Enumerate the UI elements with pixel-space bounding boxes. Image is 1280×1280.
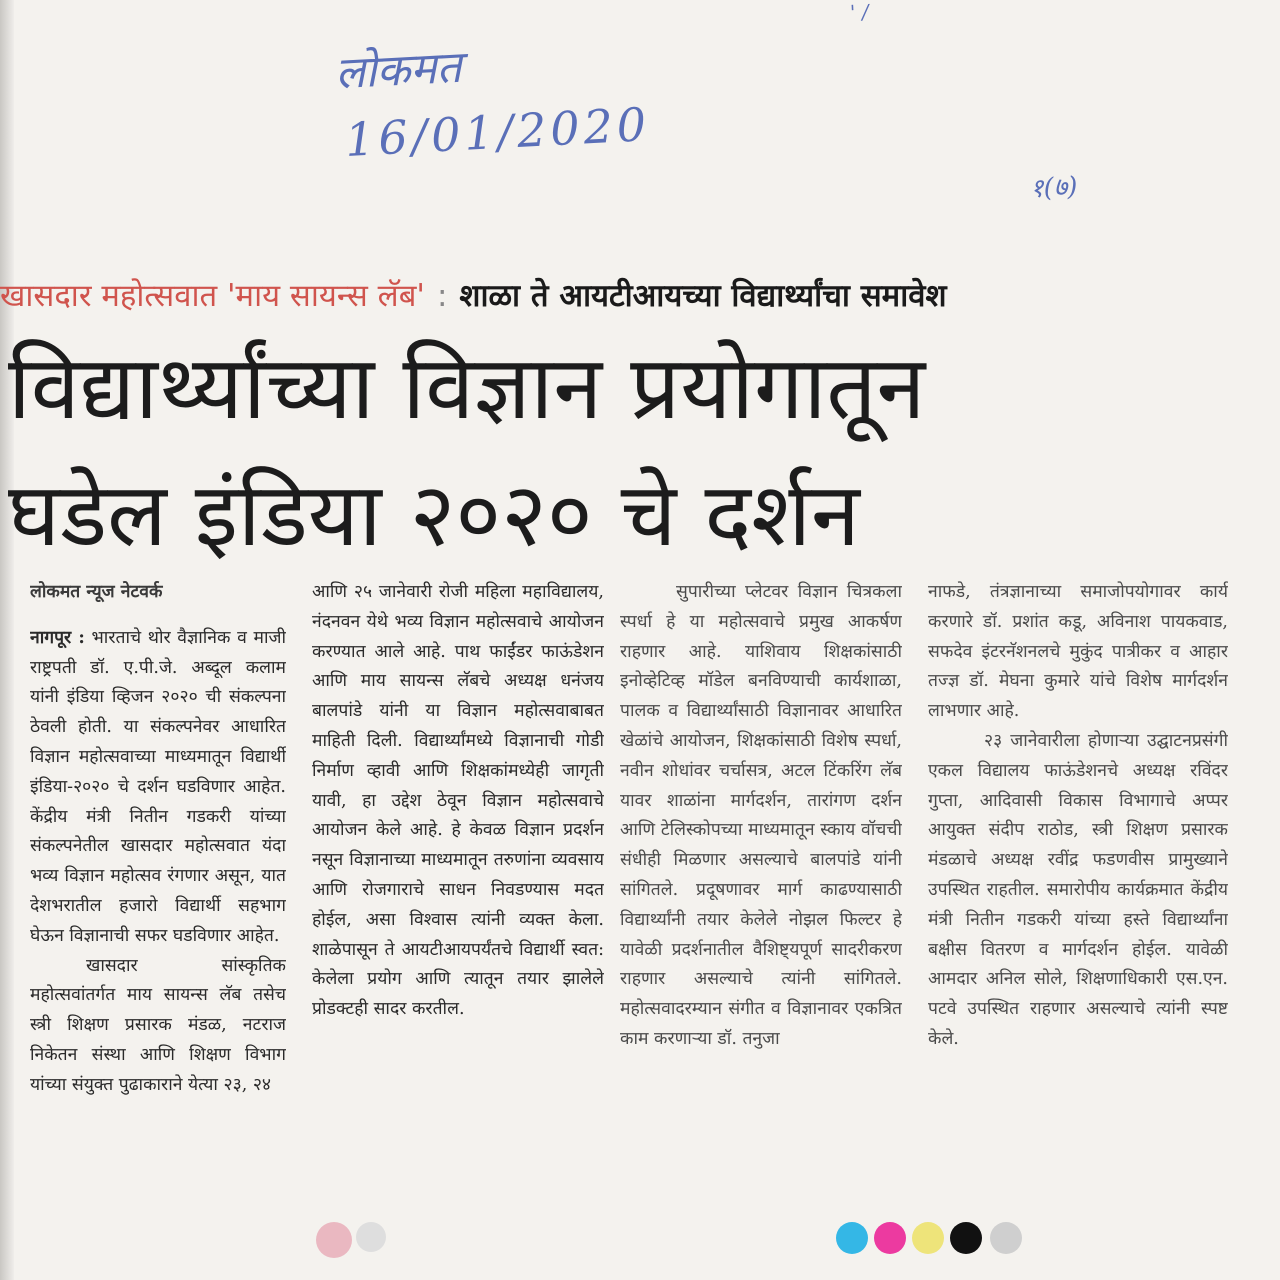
registration-dot-pink — [316, 1222, 352, 1258]
article-paragraph-5: नाफडे, तंत्रज्ञानाच्या समाजोपयोगावर कार्य करणारे डॉ. प्रशांत कडू, अविनाश पायकवाड, सफदेव इंटरनॅशनलचे मुकुंद पात्रीकर व आहार तज्ज्ञ डॉ. मेघना कुमारे यांचे विशेष मार्गदर्शन लाभणार आहे. — [928, 582, 1228, 722]
article-paragraph-2: खासदार सांस्कृतिक महोत्सवांतर्गत माय सायन्स लॅब तसेच स्त्री शिक्षण प्रसारक मंडळ, नटराज निकेतन संस्था आणि शिक्षण विभाग यांच्या संयुक्त पुढाकाराने येत्या २३, २४ — [30, 955, 286, 1095]
kicker-red-text: खासदार महोत्सवात 'माय सायन्स लॅब' — [0, 278, 425, 314]
registration-dot-gray — [356, 1222, 386, 1252]
article-column-2 — [312, 578, 604, 1178]
registration-dot-yellow — [912, 1222, 944, 1254]
article-paragraph-4: सुपारीच्या प्लेटवर विज्ञान चित्रकला स्पर्धा हे या महोत्सवाचे प्रमुख आकर्षण राहणार आहे. याशिवाय शिक्षकांसाठी इनोव्हेटिव्ह मॉडेल बनविण्याची कार्यशाळा, पालक व विद्यार्थ्यांसाठी विज्ञानावर आधारित खेळांचे आयोजन, शिक्षकांसाठी विशेष स्पर्धा, नवीन शोधांवर चर्चासत्र, अटल टिंकरिंग लॅब यावर शाळांना मार्गदर्शन, तारांगण दर्शन आणि टेलिस्कोपच्या माध्यमातून स्काय वॉचची संधीही मिळणार असल्याचे बालपांडे यांनी सांगितले. प्रदूषणावर मार्ग काढण्यासाठी विद्यार्थ्यांनी तयार केलेले नोझल फिल्टर हे यावेळी प्रदर्शनातील वैशिष्ट्यपूर्ण सादरीकरण राहणार असल्याचे त्यांनी सांगितले. महोत्सवादरम्यान संगीत व विज्ञानावर एकत्रित काम करणाऱ्या डॉ. तनुजा — [620, 582, 902, 1049]
dateline: नागपूर : — [30, 627, 85, 648]
article-column-1 — [30, 578, 286, 1178]
print-registration-marks — [0, 1212, 1280, 1262]
registration-dot-magenta — [874, 1222, 906, 1254]
paragraph-1-text: भारताचे थोर वैज्ञानिक व माजी राष्ट्रपती डॉ. ए.पी.जे. अब्दूल कलाम यांनी इंडिया व्हिजन २०२० ची संकल्पना ठेवली होती. या संकल्पनेवर आधारित विज्ञान महोत्सवाच्या माध्यमातून विद्यार्थी इंडिया-२०२० चे दर्शन घडविणार आहेत. केंद्रीय मंत्री नितीन गडकरी यांच्या संकल्पनेतील खासदार महोत्सवात यंदा भव्य विज्ञान महोत्सव रंगणार असून, यात देशभरातील हजारो विद्यार्थी सहभाग घेऊन विज्ञानाची सफर घडविणार आहेत. — [30, 627, 286, 946]
article-paragraph-6: २३ जानेवारीला होणाऱ्या उद्घाटनप्रसंगी एकल विद्यालय फाऊंडेशनचे अध्यक्ष रविंदर गुप्ता, आदिवासी विकास विभागाचे अप्पर आयुक्त संदीप राठोड, स्त्री शिक्षण प्रसारक मंडळाचे अध्यक्ष रवींद्र फडणवीस प्रामुख्याने उपस्थित राहतील. समारोपीय कार्यक्रमात केंद्रीय मंत्री नितीन गडकरी यांच्या हस्ते विद्यार्थ्यांना बक्षीस वितरण व मार्गदर्शन होईल. यावेळी आमदार अनिल सोले, शिक्षणाधिकारी एस.एन. पटवे उपस्थित राहणार असल्याचे त्यांनी स्पष्ट केले. — [928, 730, 1228, 1049]
byline: लोकमत न्यूज नेटवर्क — [30, 582, 163, 602]
article-paragraph-1 — [30, 624, 286, 952]
handwritten-date: 16/01/2020 — [343, 97, 652, 167]
article-paragraph-3: आणि २५ जानेवारी रोजी महिला महाविद्यालय, नंदनवन येथे भव्य विज्ञान महोत्सवाचे आयोजन करण्यात आले आहे. पाथ फाईंडर फाऊंडेशन आणि माय सायन्स लॅबचे अध्यक्ष धनंजय बालपांडे यांनी या विज्ञान महोत्सवाबाबत माहिती दिली. विद्यार्थ्यांमध्ये विज्ञानाची गोडी निर्माण व्हावी आणि शिक्षकांमध्येही जागृती यावी, हा उद्देश ठेवून विज्ञान महोत्सवाचे आयोजन केले आहे. हे केवळ विज्ञान प्रदर्शन नसून विज्ञानाच्या माध्यमातून तरुणांना व्यवसाय आणि रोजगाराचे साधन निवडण्यास मदत होईल, असा विश्वास त्यांनी व्यक्त केला. शाळेपासून ते आयटीआयपर्यंतचे विद्यार्थी स्वत: केलेला प्रयोग आणि त्यातून तयार झालेले प्रोडक्टही सादर करतील. — [312, 582, 604, 1020]
article-column-4 — [928, 578, 1228, 1178]
kicker-separator: : — [436, 278, 448, 314]
headline-line-2: घडेल इंडिया २०२० चे दर्शन — [8, 463, 860, 566]
article-columns — [30, 578, 1230, 1178]
registration-dot-cyan — [836, 1222, 868, 1254]
kicker-line — [0, 270, 1220, 322]
handwritten-top-mark: ' / — [849, 0, 870, 25]
handwritten-newspaper-name: लोकमत — [333, 41, 463, 100]
page-edge — [0, 0, 14, 1280]
handwritten-page-mark: १(७) — [1029, 171, 1079, 205]
registration-dot-black — [950, 1222, 982, 1254]
kicker-black-text: शाळा ते आयटीआयच्या विद्यार्थ्यांचा समावेश — [459, 278, 947, 314]
article-column-3 — [620, 578, 902, 1178]
registration-dot-light-gray — [990, 1222, 1022, 1254]
headline-line-1: विद्यार्थ्यांच्या विज्ञान प्रयोगातून — [8, 336, 926, 439]
